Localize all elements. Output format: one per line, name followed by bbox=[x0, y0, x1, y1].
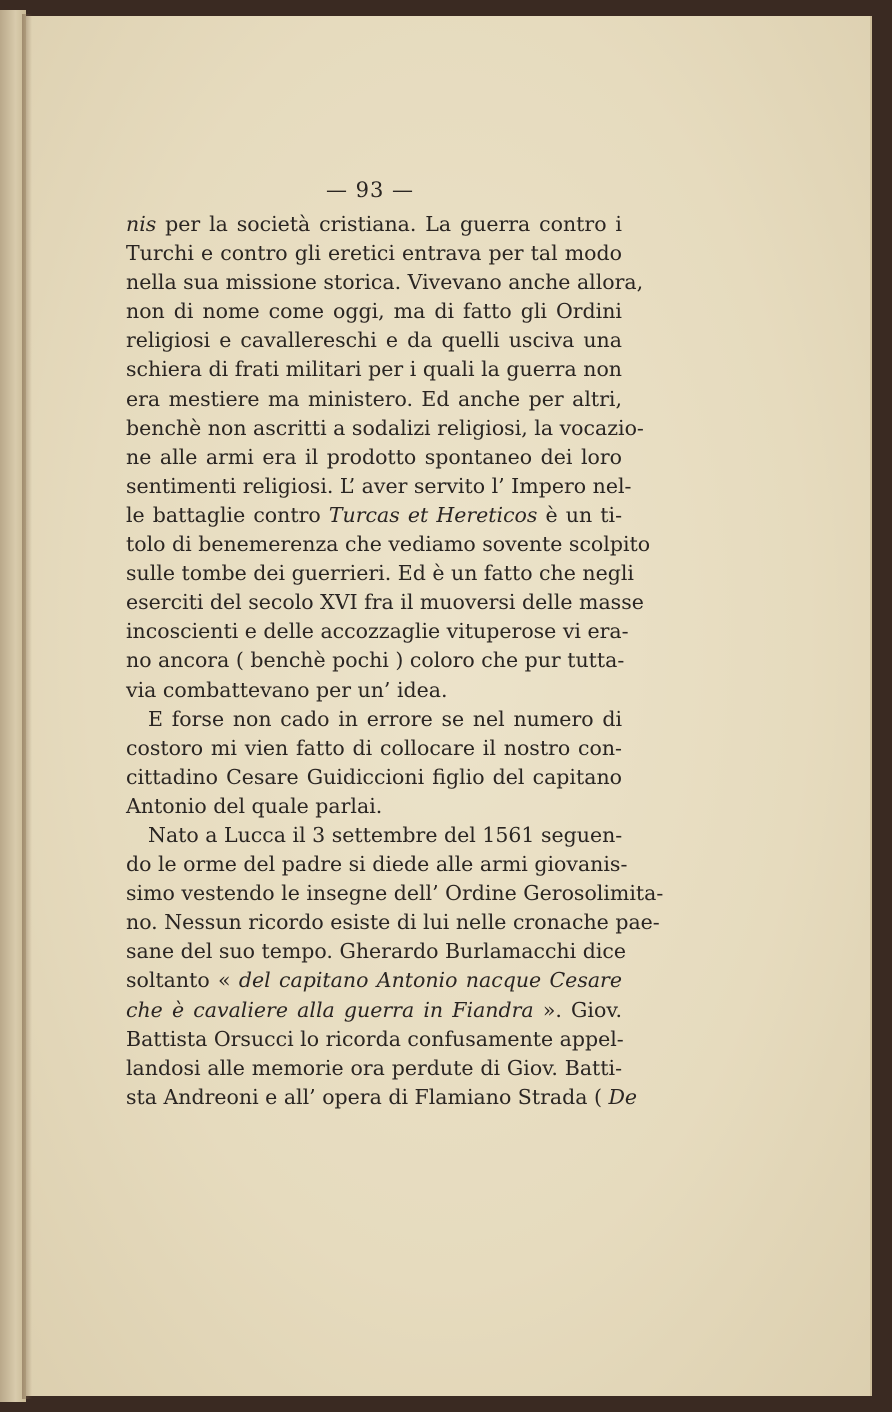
text-line bbox=[126, 792, 622, 821]
body-text bbox=[126, 210, 664, 1112]
page-number: — 93 — bbox=[325, 178, 415, 202]
text-line bbox=[126, 850, 628, 879]
text-run: cittadino Cesare Guidiccioni figlio del capitano bbox=[126, 764, 622, 789]
text-run: non di nome come oggi, ma di fatto gli Ordini bbox=[126, 299, 622, 324]
text-line bbox=[126, 676, 622, 705]
text-line bbox=[126, 1025, 622, 1054]
text-run: landosi alle memorie ora perdute di Giov. Batti- bbox=[126, 1055, 622, 1080]
text-line bbox=[126, 617, 629, 646]
text-line bbox=[126, 734, 622, 763]
gutter-shadow bbox=[22, 14, 32, 1399]
text-run: do le orme del padre si diede alle armi giovanis- bbox=[126, 852, 628, 877]
text-line bbox=[126, 908, 660, 937]
text-line bbox=[126, 966, 622, 995]
text-line bbox=[126, 239, 622, 268]
text-line bbox=[126, 355, 622, 384]
text-run: eserciti del secolo XVI fra il muoversi delle masse bbox=[126, 590, 644, 615]
italic-text: De bbox=[608, 1084, 638, 1109]
text-run: benchè non ascritti a sodalizi religiosi, la vocazio- bbox=[126, 415, 644, 440]
text-run: sentimenti religiosi. L’ aver servito l’ Impero nel- bbox=[126, 473, 632, 498]
text-line bbox=[126, 559, 634, 588]
text-run: Nato a Lucca il 3 settembre del 1561 seguen- bbox=[148, 822, 623, 847]
text-run: sulle tombe dei guerrieri. Ed è un fatto che negli bbox=[126, 561, 634, 586]
text-run: via combattevano per un’ idea. bbox=[126, 677, 448, 702]
text-run: sta Andreoni e all’ opera di Flamiano Strada ( bbox=[126, 1084, 609, 1109]
italic-text: Turcas et Hereticos bbox=[328, 502, 538, 527]
text-run: no. Nessun ricordo esiste di lui nelle cronache pae- bbox=[126, 910, 660, 935]
text-line bbox=[126, 646, 625, 675]
text-run: E forse non cado in errore se nel numero di bbox=[148, 706, 622, 731]
text-line bbox=[126, 210, 622, 239]
text-run: le battaglie contro bbox=[126, 502, 329, 527]
text-line bbox=[126, 1083, 638, 1112]
text-line bbox=[126, 297, 622, 326]
text-run: Turchi e contro gli eretici entrava per tal modo bbox=[126, 241, 622, 266]
text-run: Antonio del quale parlai. bbox=[126, 793, 383, 818]
text-line bbox=[126, 501, 622, 530]
text-run: è un ti- bbox=[537, 502, 623, 527]
text-line bbox=[126, 385, 622, 414]
text-line bbox=[126, 705, 622, 734]
text-line bbox=[126, 1054, 622, 1083]
text-run: ne alle armi era il prodotto spontaneo dei loro bbox=[126, 444, 622, 469]
text-line bbox=[126, 326, 622, 355]
text-line bbox=[126, 763, 622, 792]
text-run: incoscienti e delle accozzaglie vituperose vi era- bbox=[126, 619, 629, 644]
text-line bbox=[126, 996, 622, 1025]
text-line bbox=[126, 530, 651, 559]
text-line bbox=[126, 879, 664, 908]
text-line bbox=[126, 937, 626, 966]
text-run: per la società cristiana. La guerra contro i bbox=[156, 212, 622, 236]
text-run: era mestiere ma ministero. Ed anche per altri, bbox=[126, 386, 622, 411]
text-run: nella sua missione storica. Vivevano anche allora, bbox=[126, 270, 644, 295]
text-line bbox=[126, 472, 632, 501]
text-line bbox=[126, 821, 622, 850]
text-run: costoro mi vien fatto di collocare il nostro con- bbox=[126, 735, 622, 760]
italic-text: che è cavaliere alla guerra in Fiandra bbox=[126, 997, 534, 1022]
text-line bbox=[126, 268, 644, 297]
text-run: religiosi e cavallereschi e da quelli usciva una bbox=[126, 328, 622, 353]
text-line bbox=[126, 414, 644, 443]
italic-text: del capitano Antonio nacque Cesare bbox=[238, 968, 622, 993]
text-run: ». Giov. bbox=[533, 997, 622, 1022]
text-run: simo vestendo le insegne dell’ Ordine Gerosolimita- bbox=[126, 881, 664, 906]
text-line bbox=[126, 588, 644, 617]
text-run: no ancora ( benchè pochi ) coloro che pur tutta- bbox=[126, 648, 625, 673]
text-run: soltanto « bbox=[126, 968, 239, 993]
italic-text: nis bbox=[126, 212, 157, 236]
text-line bbox=[126, 443, 622, 472]
text-run: sane del suo tempo. Gherardo Burlamacchi dice bbox=[126, 939, 626, 964]
text-run: tolo di benemerenza che vediamo sovente scolpito bbox=[126, 532, 651, 557]
text-run: Battista Orsucci lo ricorda confusamente appel- bbox=[126, 1026, 624, 1051]
text-run: schiera di frati militari per i quali la guerra non bbox=[126, 357, 622, 382]
